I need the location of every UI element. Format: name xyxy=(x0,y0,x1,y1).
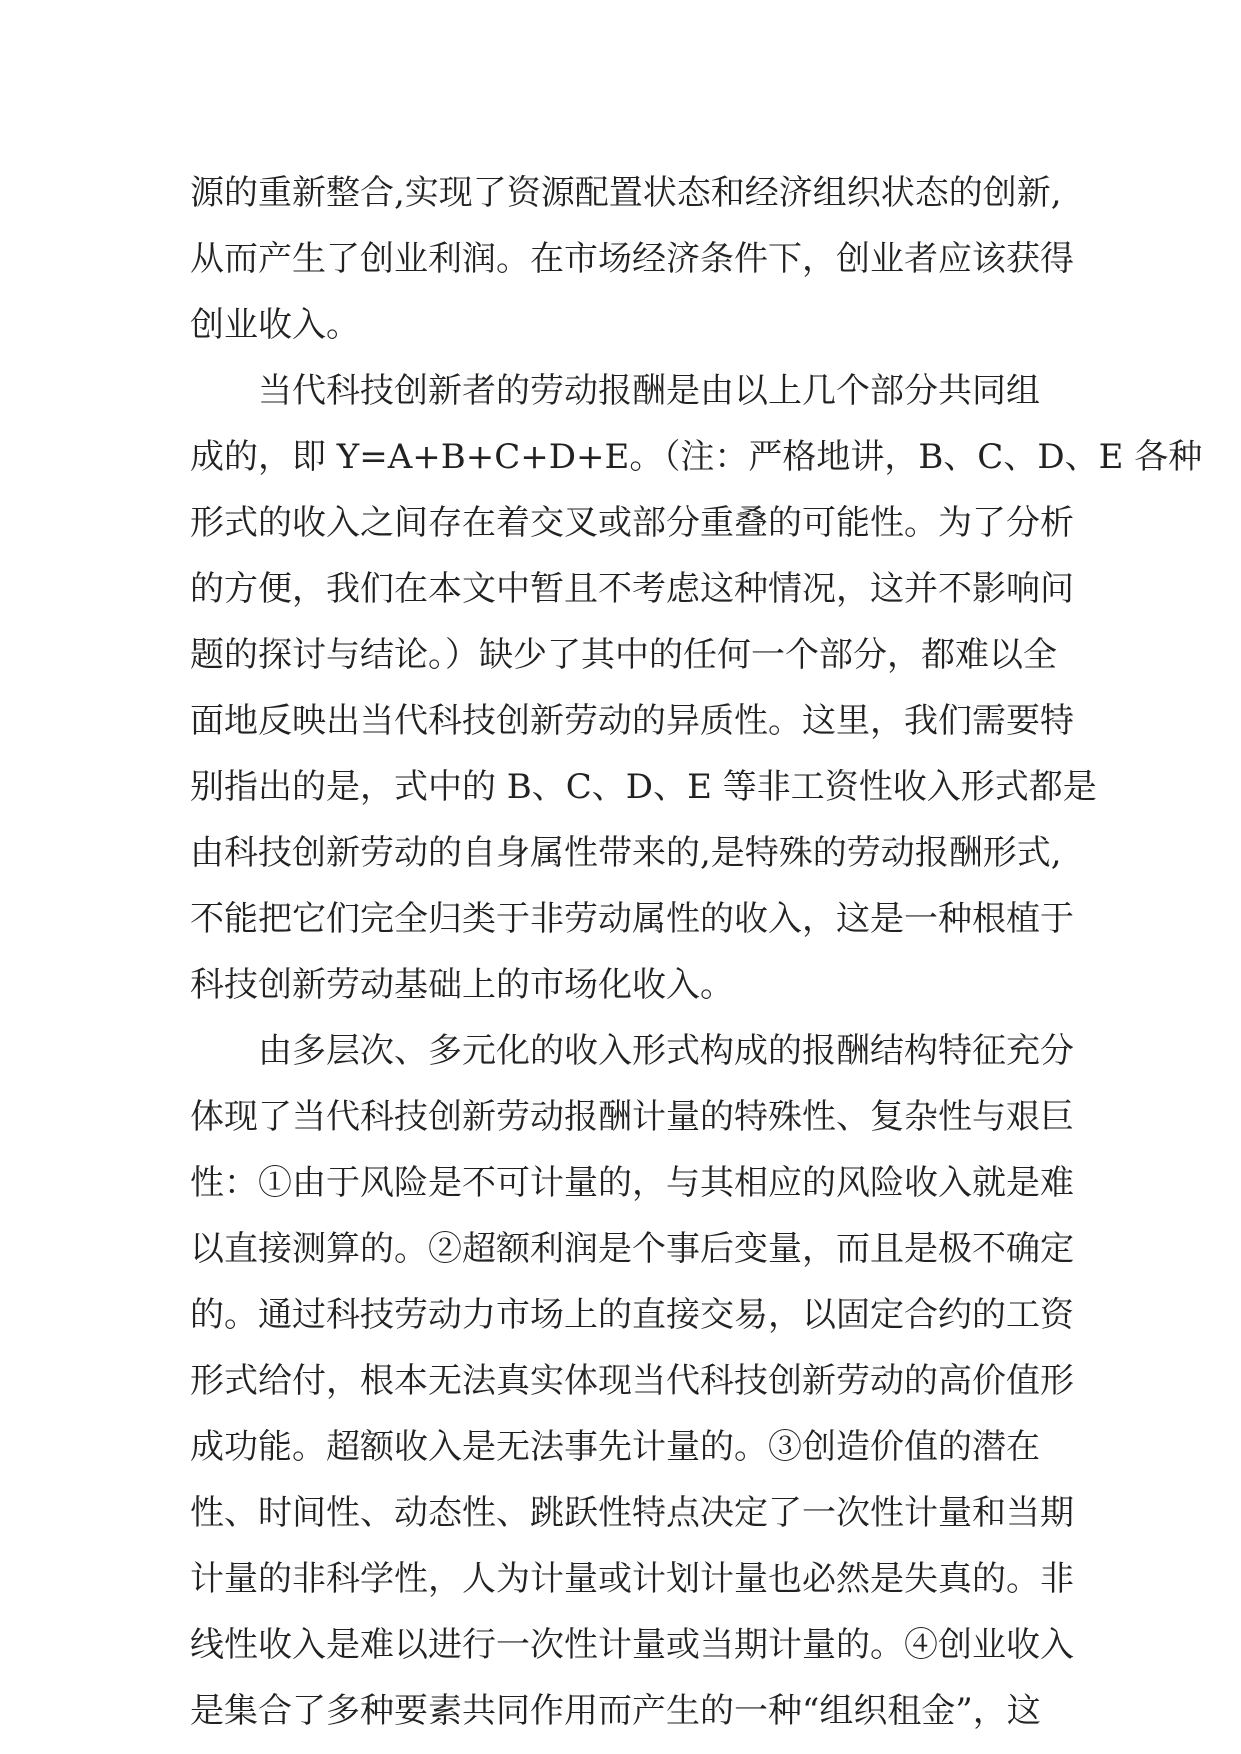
text-line: 面地反映出当代科技创新劳动的异质性。这里，我们需要特 xyxy=(190,701,1074,741)
text-line: 的。通过科技劳动力市场上的直接交易，以固定合约的工资 xyxy=(190,1295,1074,1335)
text-line: 创业收入。 xyxy=(190,305,360,345)
text-line: 科技创新劳动基础上的市场化收入。 xyxy=(190,965,734,1005)
text-line: 是集合了多种要素共同作用而产生的一种“组织租金”，这 xyxy=(190,1691,1041,1731)
text-line: 形式的收入之间存在着交叉或部分重叠的可能性。为了分析 xyxy=(190,503,1074,543)
text-line: 由科技创新劳动的自身属性带来的,是特殊的劳动报酬形式, xyxy=(190,833,1062,873)
text-line: 体现了当代科技创新劳动报酬计量的特殊性、复杂性与艰巨 xyxy=(190,1097,1074,1137)
body-text xyxy=(190,160,1203,1744)
text-line: 由多层次、多元化的收入形式构成的报酬结构特征充分 xyxy=(258,1031,1074,1071)
text-line: 成功能。超额收入是无法事先计量的。③创造价值的潜在 xyxy=(190,1427,1040,1467)
text-line: 从而产生了创业利润。在市场经济条件下，创业者应该获得 xyxy=(190,239,1074,279)
text-line: 当代科技创新者的劳动报酬是由以上几个部分共同组 xyxy=(258,371,1040,411)
paragraph-3 xyxy=(190,1018,1090,1744)
text-line: 源的重新整合,实现了资源配置状态和经济组织状态的创新, xyxy=(190,173,1062,213)
text-line: 不能把它们完全归类于非劳动属性的收入，这是一种根植于 xyxy=(190,899,1074,939)
paragraph-1 xyxy=(190,160,1090,358)
text-line: 题的探讨与结论。）缺少了其中的任何一个部分，都难以全 xyxy=(190,635,1057,675)
text-line: 别指出的是，式中的 B、C、D、E 等非工资性收入形式都是 xyxy=(190,767,1097,807)
text-line: 成的，即 Y=A+B+C+D+E。（注：严格地讲，B、C、D、E 各种 xyxy=(190,437,1203,477)
text-line: 形式给付，根本无法真实体现当代科技创新劳动的高价值形 xyxy=(190,1361,1074,1401)
text-line: 以直接测算的。②超额利润是个事后变量，而且是极不确定 xyxy=(190,1229,1074,1269)
text-line: 性：①由于风险是不可计量的，与其相应的风险收入就是难 xyxy=(190,1163,1074,1203)
paragraph-2 xyxy=(190,358,1203,1018)
text-line: 线性收入是难以进行一次性计量或当期计量的。④创业收入 xyxy=(190,1625,1074,1665)
text-line: 性、时间性、动态性、跳跃性特点决定了一次性计量和当期 xyxy=(190,1493,1074,1533)
text-line: 的方便，我们在本文中暂且不考虑这种情况，这并不影响问 xyxy=(190,569,1074,609)
text-line: 计量的非科学性，人为计量或计划计量也必然是失真的。非 xyxy=(190,1559,1074,1599)
